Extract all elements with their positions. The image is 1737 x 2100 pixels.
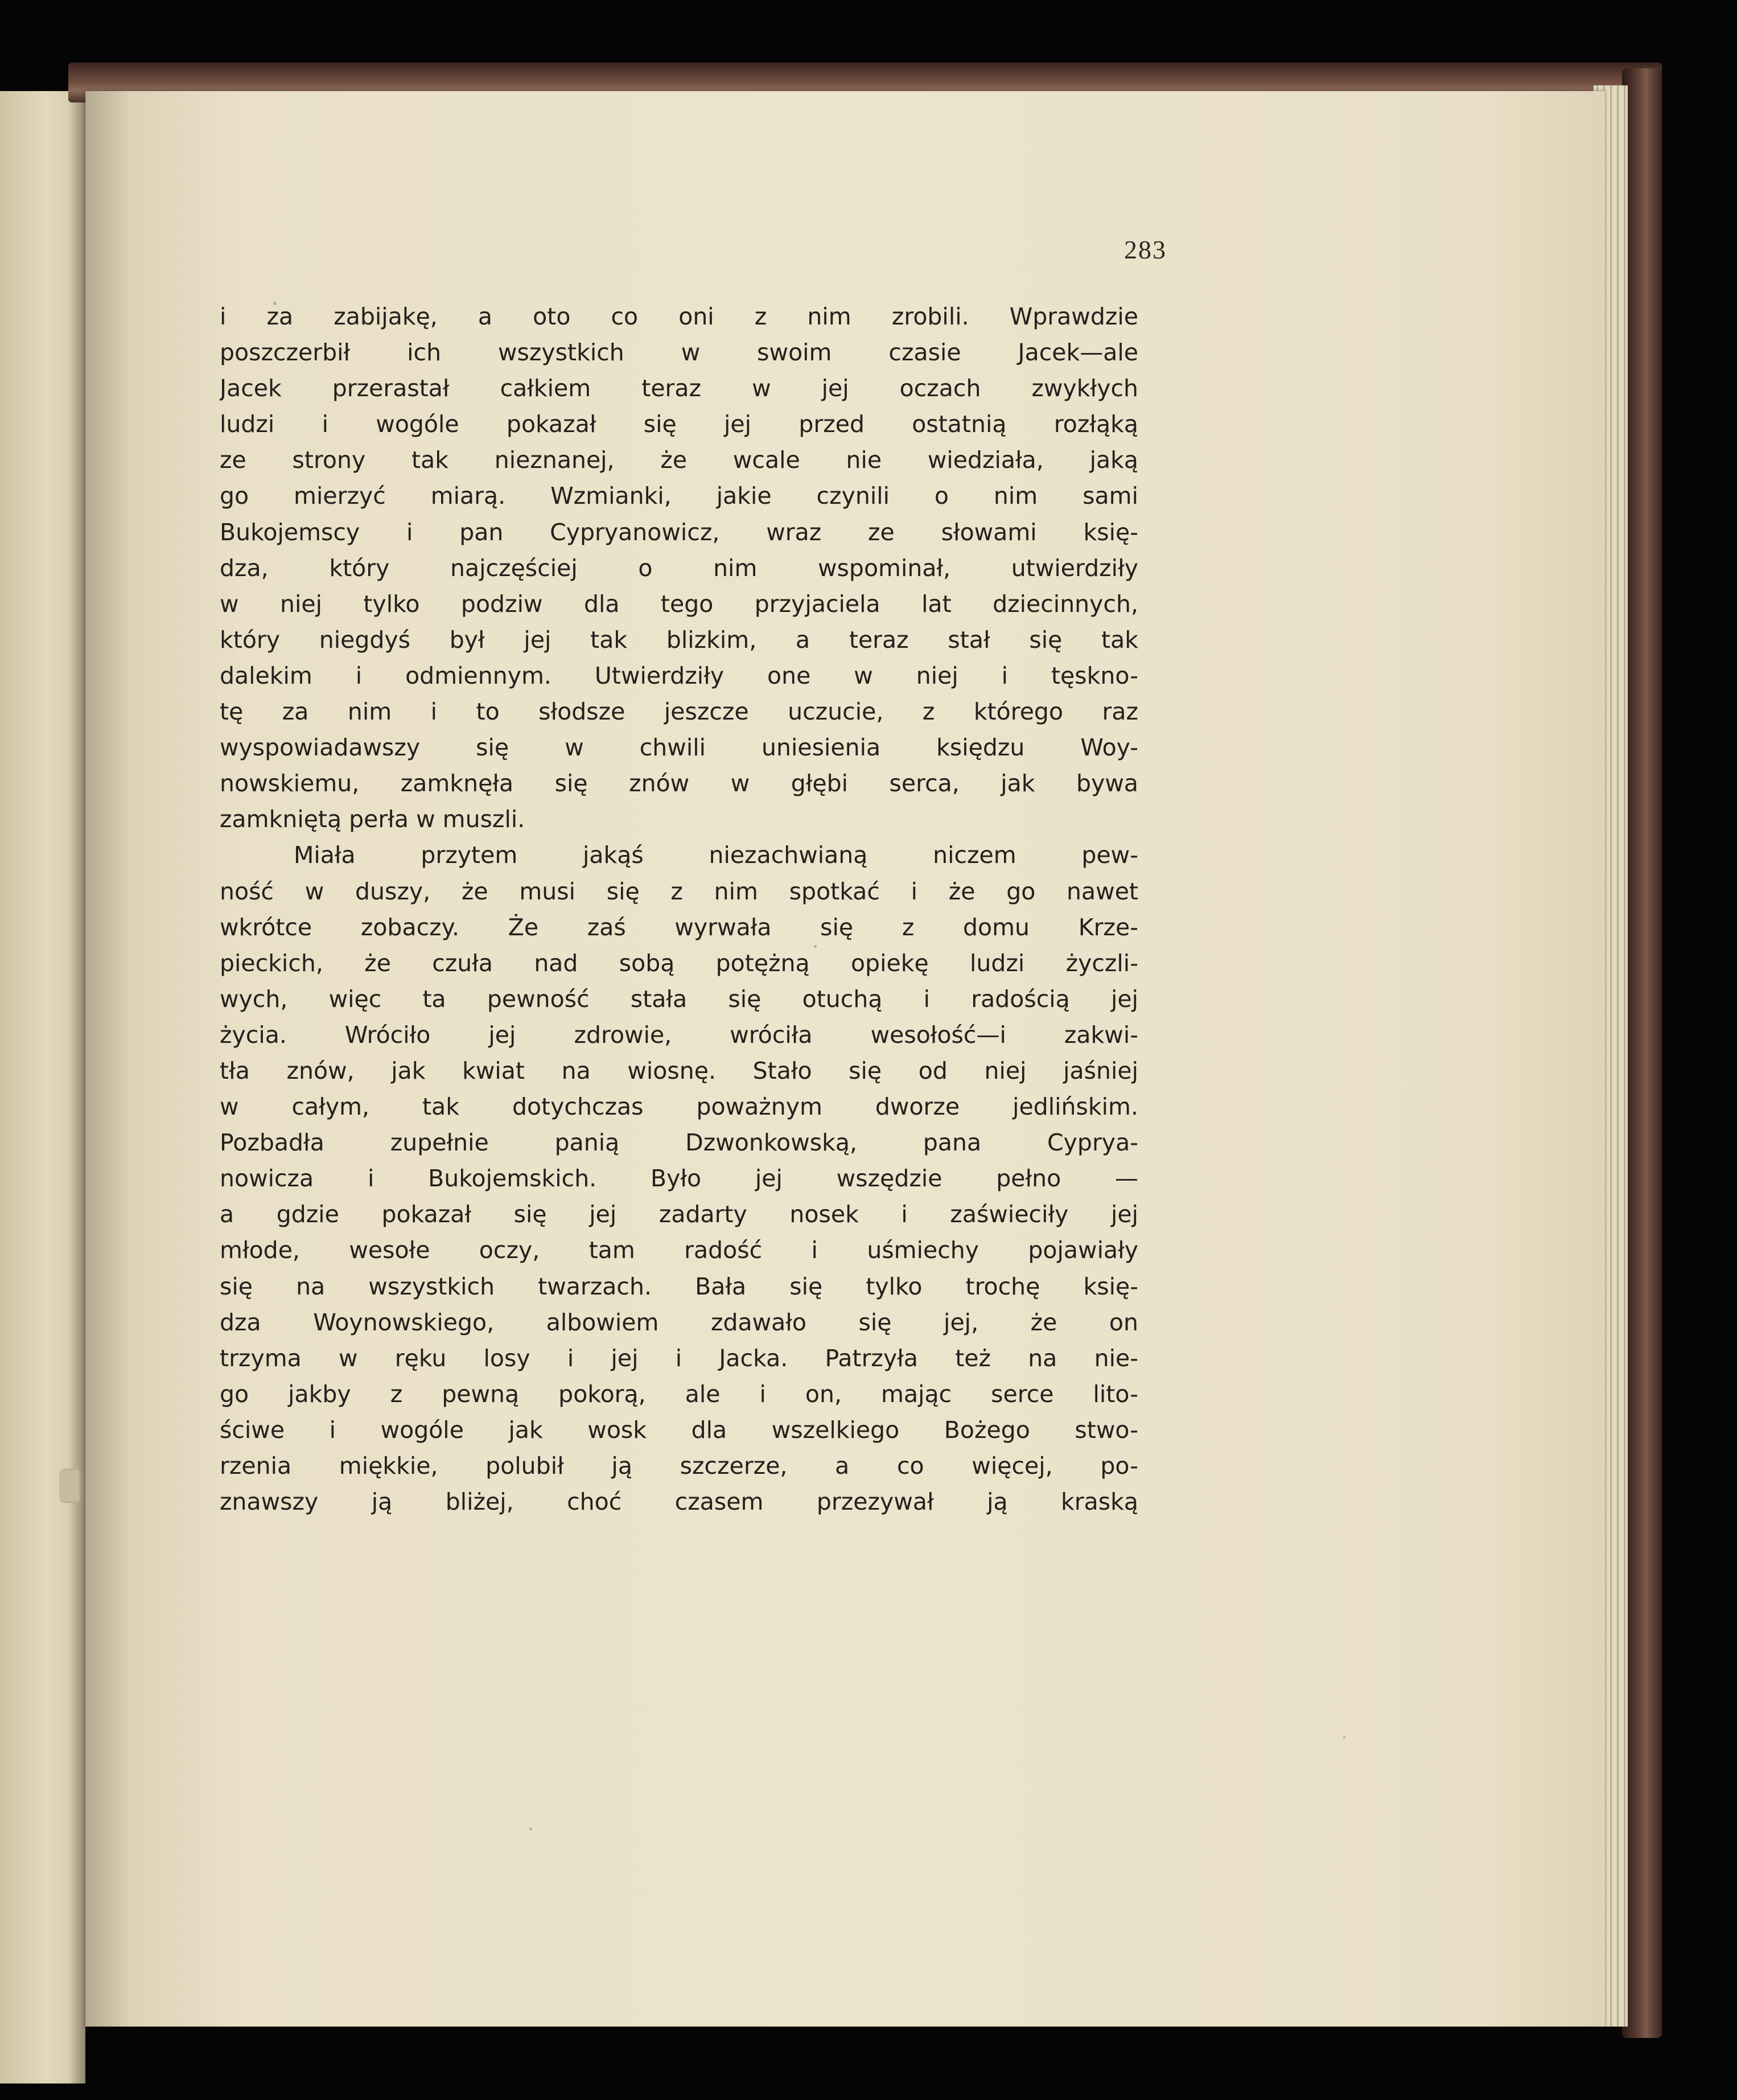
text-line: dza, który najczęściej o nim wspominał, utwierdziły (220, 554, 1138, 582)
text-line: się na wszystkich twarzach. Bała się tylko trochę księ- (220, 1272, 1138, 1300)
paper-speck (1343, 1736, 1345, 1739)
text-line: wyspowiadawszy się w chwili uniesienia księdzu Woy- (220, 734, 1138, 762)
text-line: go mierzyć miarą. Wzmianki, jakie czynili o nim sami (220, 482, 1138, 510)
text-line: a gdzie pokazał się jej zadarty nosek i zaświeciły jej (220, 1201, 1138, 1228)
text-line: dza Woynowskiego, albowiem zdawało się jej, że on (220, 1308, 1138, 1336)
text-line: tła znów, jak kwiat na wiosnę. Stało się od niej jaśniej (220, 1057, 1138, 1084)
page-clip (59, 1469, 82, 1503)
text-line: ze strony tak nieznanej, że wcale nie wiedziała, jaką (220, 446, 1138, 474)
text-line: dalekim i odmiennym. Utwierdziły one w niej i tęskno- (220, 661, 1138, 689)
text-line: znawszy ją bliżej, choć czasem przezywał ją kraską (220, 1488, 1138, 1516)
text-line: zamkniętą perła w muszli. (220, 806, 525, 833)
text-line: nowicza i Bukojemskich. Było jej wszędzie pełno — (220, 1165, 1138, 1193)
text-line: ściwe i wogóle jak wosk dla wszelkiego Bożego stwo- (220, 1416, 1138, 1444)
text-line: poszczerbił ich wszystkich w swoim czasie Jacek—ale (220, 339, 1138, 367)
text-line: pieckich, że czuła nad sobą potężną opiekę ludzi życzli- (220, 949, 1138, 977)
text-line: który niegdyś był jej tak blizkim, a teraz stał się tak (220, 626, 1138, 654)
paragraph-2 (220, 837, 1138, 1520)
text-line: nowskiemu, zamknęła się znów w głębi serca, jak bywa (220, 770, 1138, 798)
book-cover-right-edge (1622, 68, 1662, 2038)
text-line: rzenia miękkie, polubił ją szczerze, a co więcej, po- (220, 1452, 1138, 1480)
text-line: życia. Wróciło jej zdrowie, wróciła wesołość—i zakwi- (220, 1021, 1138, 1049)
text-line: Pozbadła zupełnie panią Dzwonkowską, pana Cyprya- (220, 1129, 1138, 1157)
text-line: trzyma w ręku losy i jej i Jacka. Patrzyła też na nie- (220, 1344, 1138, 1372)
text-line: Bukojemscy i pan Cypryanowicz, wraz ze słowami księ- (220, 518, 1138, 546)
text-line: w niej tylko podziw dla tego przyjaciela lat dziecinnych, (220, 590, 1138, 618)
text-line: go jakby z pewną pokorą, ale i on, mając serce lito- (220, 1380, 1138, 1408)
text-line: wkrótce zobaczy. Że zaś wyrwała się z domu Krze- (220, 913, 1138, 941)
paragraph-1 (220, 299, 1138, 837)
text-line: młode, wesołe oczy, tam radość i uśmiechy pojawiały (220, 1236, 1138, 1264)
text-line: wych, więc ta pewność stała się otuchą i radością jej (220, 985, 1138, 1013)
text-line: ludzi i wogóle pokazał się jej przed ostatnią rozłąką (220, 410, 1138, 438)
facing-page-edge (0, 91, 85, 2083)
page-number: 283 (1124, 235, 1167, 264)
body-text (220, 299, 1138, 1520)
text-line: Miała przytem jakąś niezachwianą niczem pew- (294, 841, 1138, 869)
paper-speck (529, 1827, 532, 1830)
text-line: w całym, tak dotychczas poważnym dworze jedlińskim. (220, 1093, 1138, 1121)
text-line: ność w duszy, że musi się z nim spotkać i że go nawet (220, 877, 1138, 905)
text-line: tę za nim i to słodsze jeszcze uczucie, z którego raz (220, 698, 1138, 726)
text-line: i za zabijakę, a oto co oni z nim zrobili. Wprawdzie (220, 303, 1138, 330)
text-line: Jacek przerastał całkiem teraz w jej oczach zwykłych (220, 375, 1138, 402)
